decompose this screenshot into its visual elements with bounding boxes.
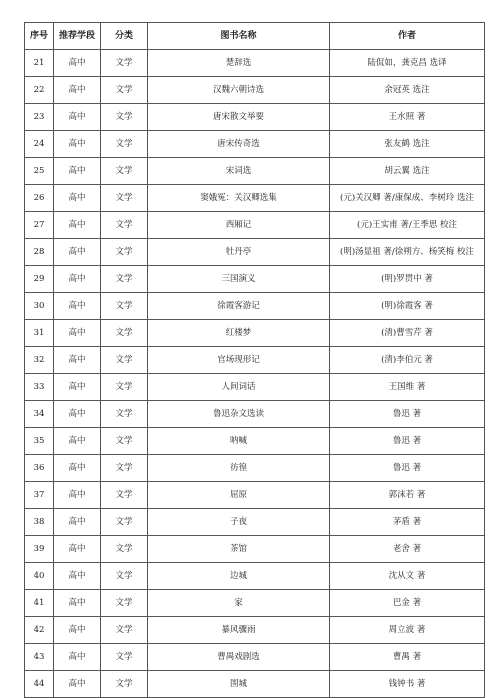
- cell-stage: 高中: [54, 185, 101, 212]
- cell-author: (清)李伯元 著: [330, 347, 485, 374]
- cell-index: 44: [25, 671, 54, 698]
- cell-stage: 高中: [54, 293, 101, 320]
- cell-stage: 高中: [54, 266, 101, 293]
- cell-author: 王水照 著: [330, 104, 485, 131]
- cell-author: (明)徐霞客 著: [330, 293, 485, 320]
- cell-index: 25: [25, 158, 54, 185]
- cell-author: 钱钟书 著: [330, 671, 485, 698]
- cell-category: 文学: [101, 536, 148, 563]
- cell-author: (元)关汉卿 著/康保成、李树玲 选注: [330, 185, 485, 212]
- cell-index: 27: [25, 212, 54, 239]
- cell-author: (清)曹雪芹 著: [330, 320, 485, 347]
- cell-stage: 高中: [54, 104, 101, 131]
- table-row: [25, 320, 485, 347]
- cell-category: 文学: [101, 104, 148, 131]
- table-row: [25, 671, 485, 698]
- book-list-sheet: [24, 22, 484, 698]
- table-row: [25, 266, 485, 293]
- table-row: [25, 185, 485, 212]
- table-row: [25, 590, 485, 617]
- cell-index: 38: [25, 509, 54, 536]
- cell-category: 文学: [101, 563, 148, 590]
- cell-index: 43: [25, 644, 54, 671]
- cell-stage: 高中: [54, 644, 101, 671]
- cell-book-title: 唐宋传奇选: [148, 131, 330, 158]
- cell-book-title: 徐霞客游记: [148, 293, 330, 320]
- table-row: [25, 239, 485, 266]
- cell-author: 郭沫若 著: [330, 482, 485, 509]
- cell-category: 文学: [101, 482, 148, 509]
- cell-stage: 高中: [54, 131, 101, 158]
- table-row: [25, 428, 485, 455]
- cell-category: 文学: [101, 455, 148, 482]
- cell-index: 34: [25, 401, 54, 428]
- cell-author: (明)汤显祖 著/徐朔方、杨笑梅 校注: [330, 239, 485, 266]
- cell-author: 茅盾 著: [330, 509, 485, 536]
- cell-stage: 高中: [54, 428, 101, 455]
- cell-stage: 高中: [54, 374, 101, 401]
- cell-book-title: 宋词选: [148, 158, 330, 185]
- cell-category: 文学: [101, 158, 148, 185]
- table-body: [25, 50, 485, 698]
- table-row: [25, 50, 485, 77]
- cell-book-title: 三国演义: [148, 266, 330, 293]
- cell-category: 文学: [101, 185, 148, 212]
- table-row: [25, 158, 485, 185]
- cell-author: 余冠英 选注: [330, 77, 485, 104]
- cell-author: 老舍 著: [330, 536, 485, 563]
- cell-author: 周立波 著: [330, 617, 485, 644]
- cell-index: 36: [25, 455, 54, 482]
- cell-index: 35: [25, 428, 54, 455]
- cell-stage: 高中: [54, 536, 101, 563]
- cell-author: 曹禺 著: [330, 644, 485, 671]
- cell-category: 文学: [101, 77, 148, 104]
- cell-author: 沈从文 著: [330, 563, 485, 590]
- cell-index: 31: [25, 320, 54, 347]
- cell-category: 文学: [101, 401, 148, 428]
- table-row: [25, 536, 485, 563]
- cell-book-title: 汉魏六朝诗选: [148, 77, 330, 104]
- cell-index: 24: [25, 131, 54, 158]
- cell-book-title: 围城: [148, 671, 330, 698]
- cell-author: 陆侃如，龚克昌 选译: [330, 50, 485, 77]
- cell-author: (明)罗贯中 著: [330, 266, 485, 293]
- table-row: [25, 212, 485, 239]
- table-row: [25, 509, 485, 536]
- table-row: [25, 482, 485, 509]
- cell-author: 王国维 著: [330, 374, 485, 401]
- cell-stage: 高中: [54, 671, 101, 698]
- cell-stage: 高中: [54, 455, 101, 482]
- cell-index: 23: [25, 104, 54, 131]
- table-row: [25, 644, 485, 671]
- cell-book-title: 唐宋散文举要: [148, 104, 330, 131]
- cell-book-title: 子夜: [148, 509, 330, 536]
- table-row: [25, 617, 485, 644]
- table-row: [25, 347, 485, 374]
- cell-index: 29: [25, 266, 54, 293]
- cell-stage: 高中: [54, 509, 101, 536]
- cell-index: 21: [25, 50, 54, 77]
- header-author: 作者: [330, 23, 485, 50]
- cell-index: 22: [25, 77, 54, 104]
- cell-stage: 高中: [54, 77, 101, 104]
- cell-category: 文学: [101, 212, 148, 239]
- cell-category: 文学: [101, 293, 148, 320]
- cell-stage: 高中: [54, 617, 101, 644]
- cell-category: 文学: [101, 428, 148, 455]
- cell-index: 33: [25, 374, 54, 401]
- table-row: [25, 131, 485, 158]
- cell-book-title: 暴风骤雨: [148, 617, 330, 644]
- cell-book-title: 家: [148, 590, 330, 617]
- cell-book-title: 楚辞选: [148, 50, 330, 77]
- cell-category: 文学: [101, 617, 148, 644]
- cell-index: 26: [25, 185, 54, 212]
- header-index: 序号: [25, 23, 54, 50]
- table-header-row: [25, 23, 485, 50]
- cell-category: 文学: [101, 266, 148, 293]
- cell-category: 文学: [101, 347, 148, 374]
- cell-author: 胡云翼 选注: [330, 158, 485, 185]
- cell-stage: 高中: [54, 320, 101, 347]
- cell-category: 文学: [101, 131, 148, 158]
- header-stage: 推荐学段: [54, 23, 101, 50]
- cell-book-title: 呐喊: [148, 428, 330, 455]
- cell-stage: 高中: [54, 347, 101, 374]
- cell-stage: 高中: [54, 482, 101, 509]
- table-row: [25, 77, 485, 104]
- cell-index: 41: [25, 590, 54, 617]
- cell-book-title: 曹禺戏剧选: [148, 644, 330, 671]
- cell-category: 文学: [101, 239, 148, 266]
- cell-book-title: 边城: [148, 563, 330, 590]
- cell-index: 39: [25, 536, 54, 563]
- cell-book-title: 西厢记: [148, 212, 330, 239]
- cell-category: 文学: [101, 374, 148, 401]
- cell-author: (元)王实甫 著/王季思 校注: [330, 212, 485, 239]
- cell-category: 文学: [101, 644, 148, 671]
- cell-category: 文学: [101, 509, 148, 536]
- cell-stage: 高中: [54, 158, 101, 185]
- cell-stage: 高中: [54, 239, 101, 266]
- table-row: [25, 374, 485, 401]
- cell-index: 32: [25, 347, 54, 374]
- cell-book-title: 窦娥冤：关汉卿选集: [148, 185, 330, 212]
- cell-category: 文学: [101, 50, 148, 77]
- cell-category: 文学: [101, 590, 148, 617]
- cell-book-title: 茶馆: [148, 536, 330, 563]
- table-row: [25, 455, 485, 482]
- cell-author: 张友鹤 选注: [330, 131, 485, 158]
- header-category: 分类: [101, 23, 148, 50]
- cell-book-title: 牡丹亭: [148, 239, 330, 266]
- cell-category: 文学: [101, 320, 148, 347]
- cell-author: 巴金 著: [330, 590, 485, 617]
- cell-stage: 高中: [54, 401, 101, 428]
- table-row: [25, 401, 485, 428]
- cell-book-title: 屈原: [148, 482, 330, 509]
- cell-book-title: 人间词话: [148, 374, 330, 401]
- cell-author: 鲁迅 著: [330, 401, 485, 428]
- table-row: [25, 563, 485, 590]
- table-row: [25, 293, 485, 320]
- recommended-books-table: [24, 22, 485, 698]
- cell-book-title: 红楼梦: [148, 320, 330, 347]
- cell-stage: 高中: [54, 212, 101, 239]
- cell-stage: 高中: [54, 563, 101, 590]
- cell-category: 文学: [101, 671, 148, 698]
- cell-index: 30: [25, 293, 54, 320]
- cell-book-title: 官场现形记: [148, 347, 330, 374]
- cell-author: 鲁迅 著: [330, 428, 485, 455]
- cell-stage: 高中: [54, 50, 101, 77]
- cell-index: 28: [25, 239, 54, 266]
- header-book-title: 图书名称: [148, 23, 330, 50]
- table-row: [25, 104, 485, 131]
- cell-index: 42: [25, 617, 54, 644]
- cell-stage: 高中: [54, 590, 101, 617]
- cell-index: 40: [25, 563, 54, 590]
- cell-author: 鲁迅 著: [330, 455, 485, 482]
- cell-book-title: 彷徨: [148, 455, 330, 482]
- cell-book-title: 鲁迅杂文选读: [148, 401, 330, 428]
- cell-index: 37: [25, 482, 54, 509]
